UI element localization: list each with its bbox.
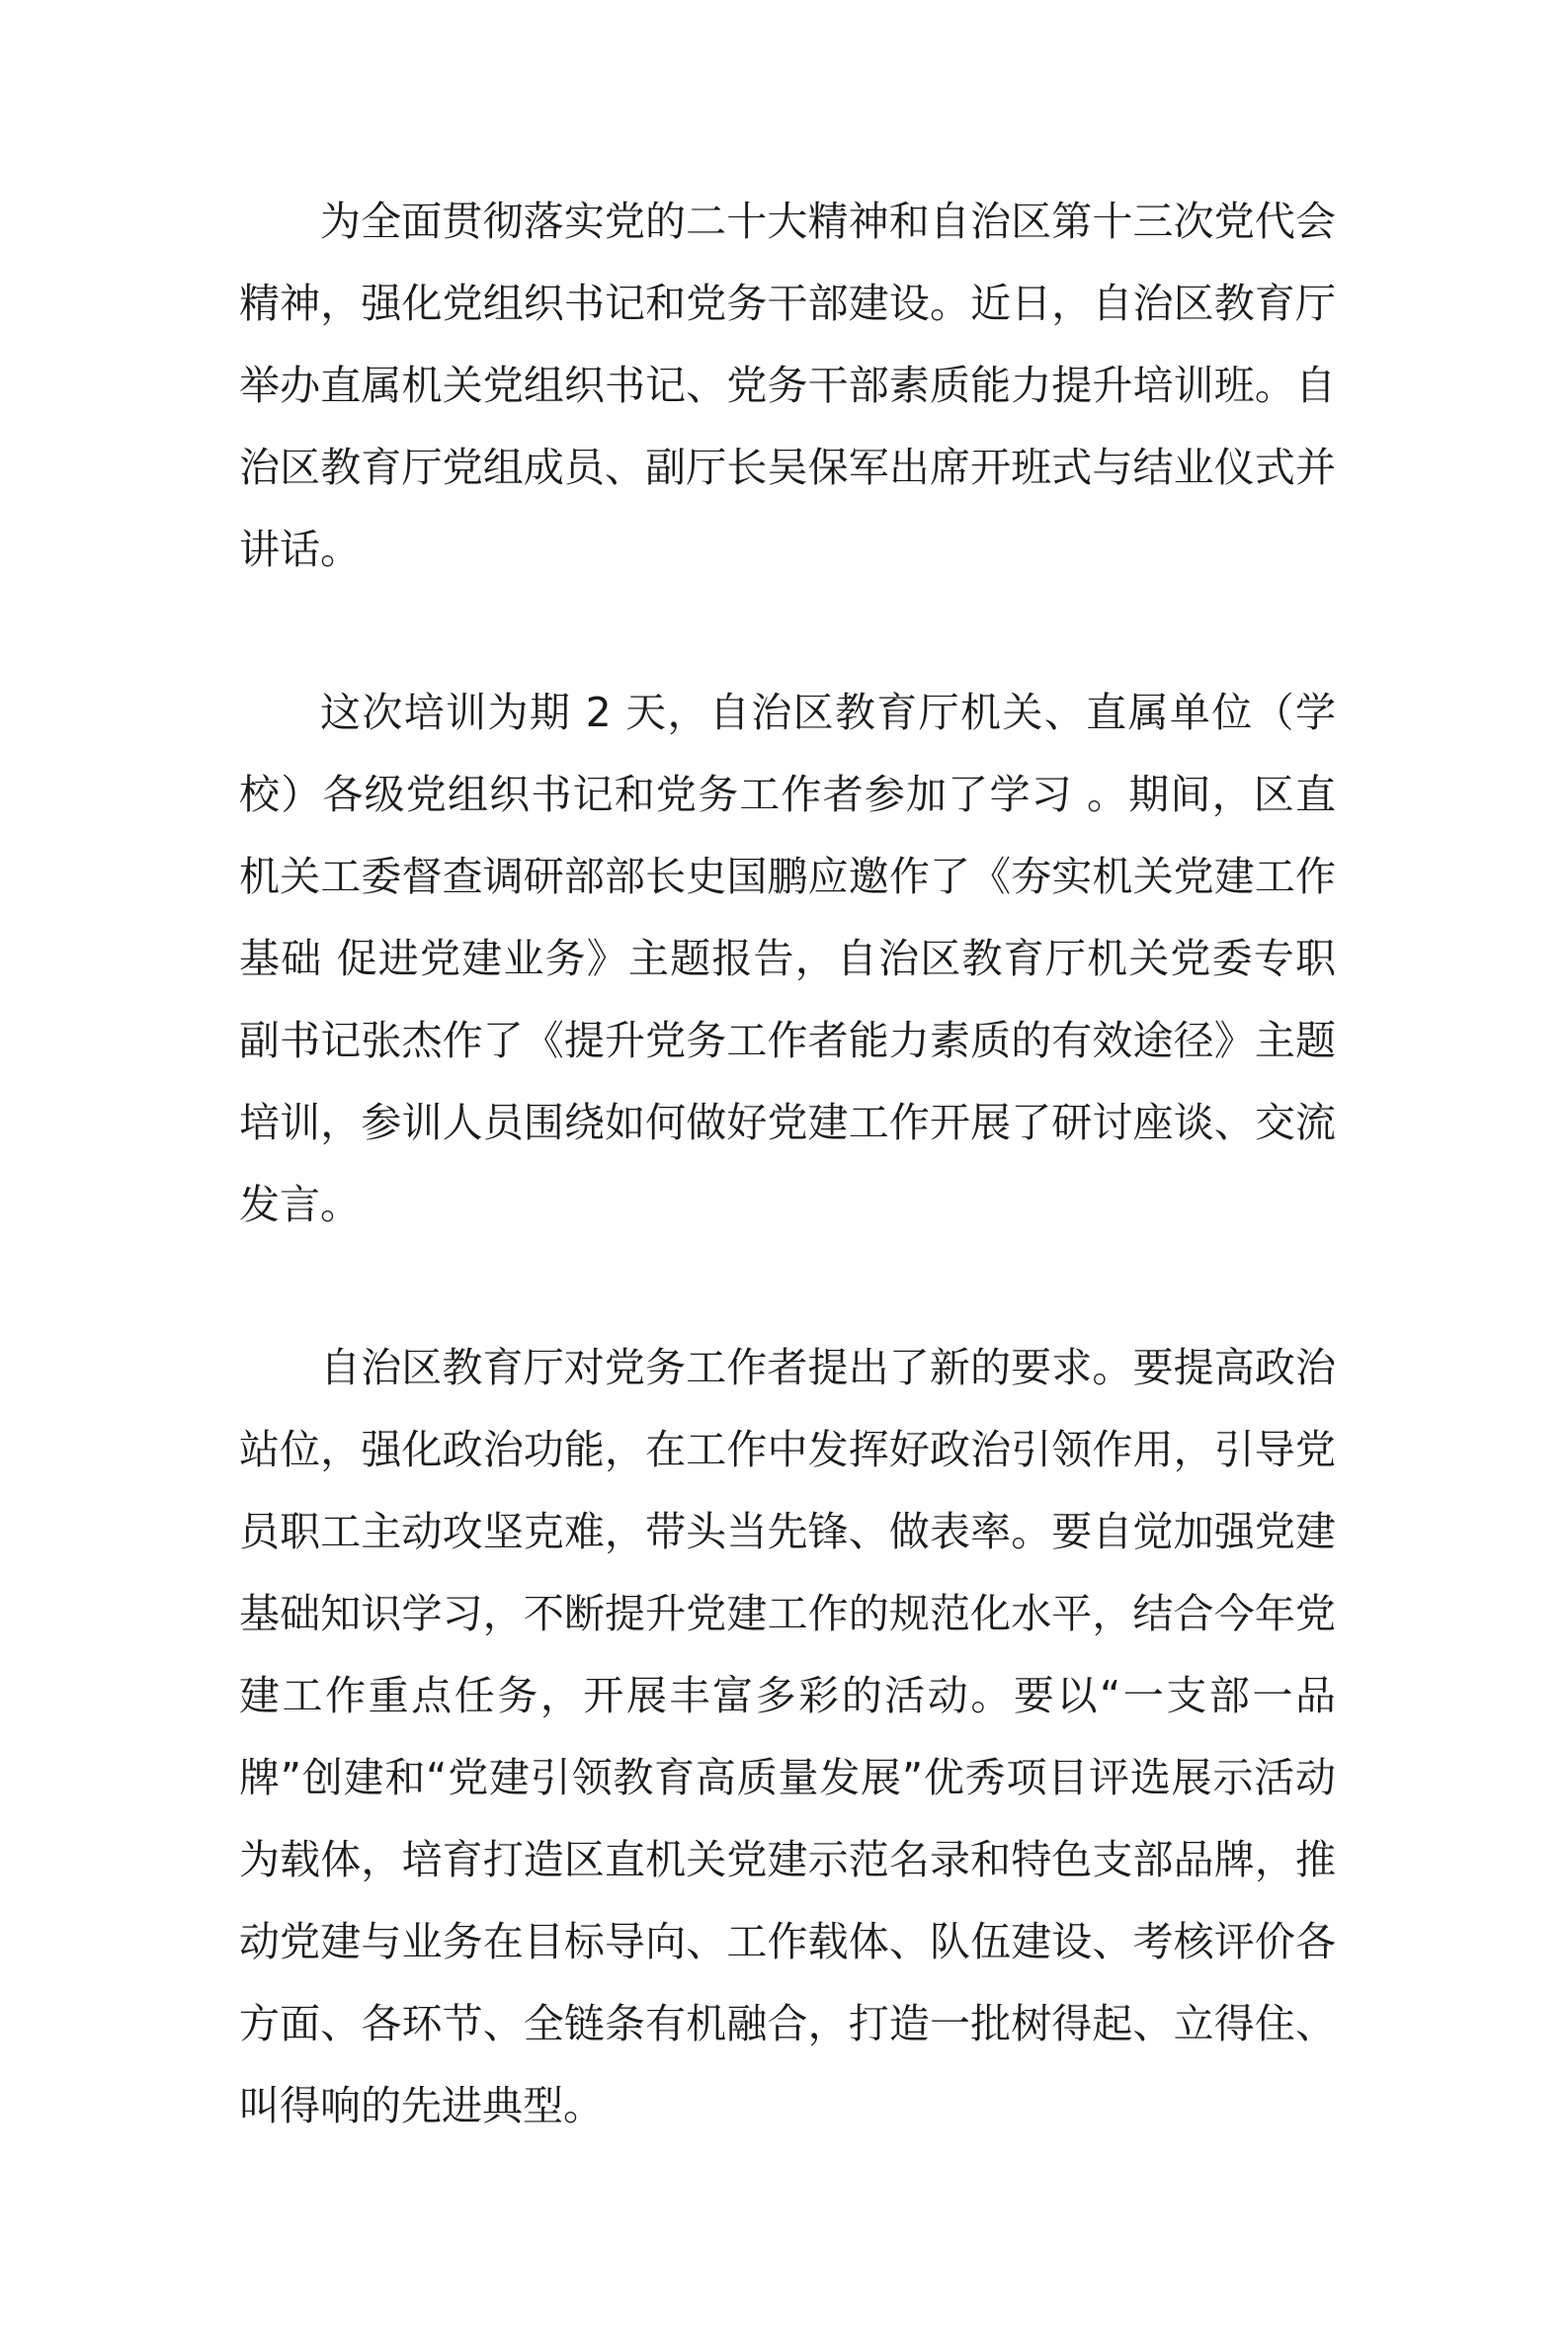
document-body <box>239 181 1336 2147</box>
paragraph-training-announcement: 为全面贯彻落实党的二十大精神和自治区第十三次党代会精神，强化党组织书记和党务干部建设。近日，自治区教育厅举办直属机关党组织书记、党务干部素质能力提升培训班。自治区教育厅党组成员、副厅长吴保军出席开班式与结业仪式并讲话。 <box>239 198 1336 573</box>
paragraph-requirements: 自治区教育厅对党务工作者提出了新的要求。要提高政治站位，强化政治功能，在工作中发挥好政治引领作用，引导党员职工主动攻坚克难，带头当先锋、做表率。要自觉加强党建基础知识学习，不断提升党建工作的规范化水平，结合今年党建工作重点任务，开展丰富多彩的活动。要以“一支部一品牌”创建和“党建引领教育高质量发展”优秀项目评选展示活动为载体，培育打造区直机关党建示范名录和特色支部品牌，推动党建与业务在目标导向、工作载体、队伍建设、考核评价各方面、各环节、全链条有机融合，打造一批树得起、立得住、叫得响的先进典型。 <box>239 1344 1336 2129</box>
paragraph-training-details: 这次培训为期 2 天，自治区教育厅机关、直属单位（学校）各级党组织书记和党务工作者参加了学习 。期间，区直机关工委督查调研部部长史国鹏应邀作了《夯实机关党建工作基础 促进党建业务》主题报告，自治区教育厅机关党委专职副书记张杰作了《提升党务工作者能力素质的有效途径》主题培训，参训人员围绕如何做好党建工作开展了研讨座谈、交流发言。 <box>239 689 1336 1228</box>
